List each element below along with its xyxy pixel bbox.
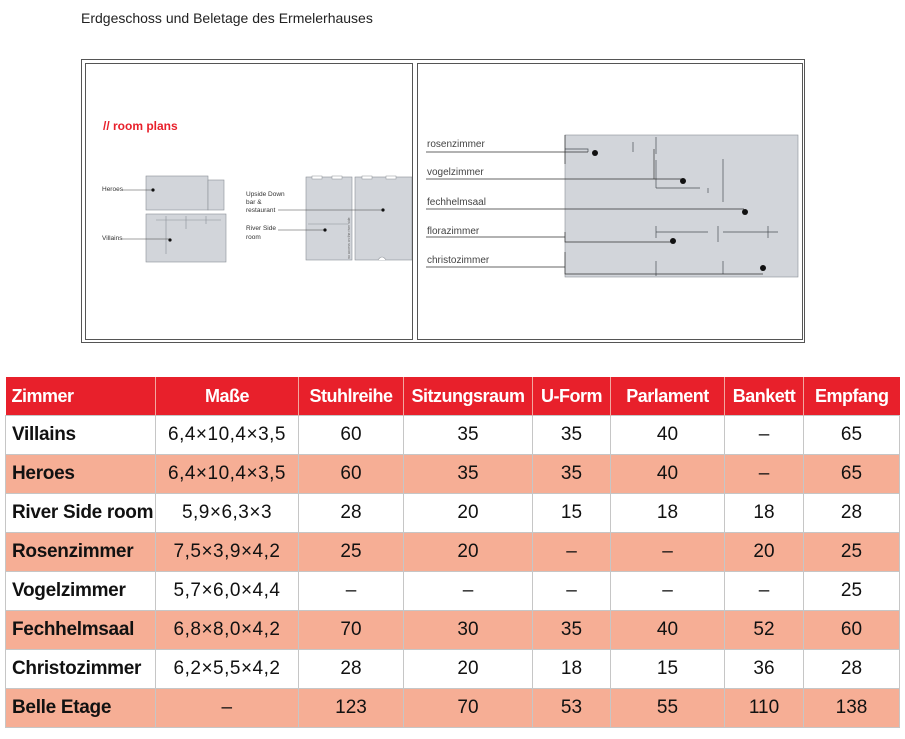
rosenzimmer-marker: [592, 150, 598, 156]
dimensions-cell: 5,9×6,3×3: [156, 494, 299, 533]
capacity-cell: 35: [404, 416, 533, 455]
room-name-cell: Fechhelmsaal: [6, 611, 156, 650]
room-name-cell: Heroes: [6, 455, 156, 494]
capacity-cell: –: [533, 533, 611, 572]
room-name-cell: Belle Etage: [6, 689, 156, 728]
heroes-marker: [151, 188, 154, 191]
capacity-cell: 60: [804, 611, 900, 650]
col-header-zimmer: Zimmer: [6, 377, 156, 416]
room-name-cell: Villains: [6, 416, 156, 455]
ground-floor-plan-drawing: [86, 64, 412, 339]
capacity-cell: 60: [299, 416, 404, 455]
capacity-cell: 30: [404, 611, 533, 650]
capacity-cell: –: [533, 572, 611, 611]
upside-down-marker: [381, 208, 384, 211]
room-name-cell: Christozimmer: [6, 650, 156, 689]
capacity-cell: 65: [804, 455, 900, 494]
capacity-cell: 40: [611, 455, 725, 494]
floor-plan-figure: [81, 59, 805, 343]
capacity-cell: –: [725, 455, 804, 494]
col-header-empfang: Empfang: [804, 377, 900, 416]
capacity-cell: 55: [611, 689, 725, 728]
capacity-cell: 52: [725, 611, 804, 650]
table-row: [6, 689, 900, 728]
capacity-cell: 20: [404, 533, 533, 572]
villains-label: Villains: [102, 235, 123, 242]
rosenzimmer-label: rosenzimmer: [427, 139, 485, 150]
capacity-cell: 20: [404, 494, 533, 533]
capacity-cell: 40: [611, 416, 725, 455]
capacity-cell: –: [611, 533, 725, 572]
room-plans-title: // room plans: [103, 119, 178, 133]
room-name-cell: Vogelzimmer: [6, 572, 156, 611]
table-row: [6, 416, 900, 455]
col-header-bankett: Bankett: [725, 377, 804, 416]
capacity-cell: 110: [725, 689, 804, 728]
capacity-cell: 25: [804, 533, 900, 572]
capacity-cell: –: [611, 572, 725, 611]
col-header-sitzungsraum: Sitzungsraum: [404, 377, 533, 416]
table-row: [6, 572, 900, 611]
capacity-cell: 138: [804, 689, 900, 728]
christozimmer-label: christozimmer: [427, 255, 490, 266]
capacity-cell: 20: [404, 650, 533, 689]
capacity-cell: 25: [299, 533, 404, 572]
capacity-cell: 18: [725, 494, 804, 533]
capacity-cell: 28: [299, 494, 404, 533]
beletage-plan-panel: [417, 63, 803, 340]
beletage-floor: [565, 135, 798, 277]
col-header-parlament: Parlament: [611, 377, 725, 416]
beletage-plan-drawing: [418, 64, 802, 339]
dimensions-cell: 6,4×10,4×3,5: [156, 416, 299, 455]
capacity-cell: 60: [299, 455, 404, 494]
capacity-cell: 53: [533, 689, 611, 728]
capacity-cell: –: [725, 572, 804, 611]
capacity-cell: –: [299, 572, 404, 611]
florazimmer-marker: [670, 238, 676, 244]
capacity-cell: –: [404, 572, 533, 611]
capacity-cell: 35: [404, 455, 533, 494]
room-name-cell: River Side room: [6, 494, 156, 533]
heroes-label: Heroes: [102, 186, 123, 193]
fechhelmsaal-label: fechhelmsaal: [427, 197, 486, 208]
vogelzimmer-label: vogelzimmer: [427, 167, 484, 178]
river-side-plan: [306, 176, 412, 260]
capacity-cell: 28: [804, 650, 900, 689]
capacity-cell: 18: [611, 494, 725, 533]
capacity-cell: 35: [533, 611, 611, 650]
table-row: [6, 611, 900, 650]
col-header-stuhlreihe: Stuhlreihe: [299, 377, 404, 416]
table-header-row: [6, 377, 900, 416]
dimensions-cell: –: [156, 689, 299, 728]
room-capacity-table: [5, 377, 900, 728]
capacity-cell: 35: [533, 416, 611, 455]
river-side-label: River Side room: [246, 225, 276, 241]
villains-marker: [168, 238, 171, 241]
florazimmer-label: florazimmer: [427, 226, 480, 237]
capacity-cell: 123: [299, 689, 404, 728]
capacity-cell: 35: [533, 455, 611, 494]
capacity-cell: 15: [533, 494, 611, 533]
capacity-cell: 28: [299, 650, 404, 689]
dimensions-cell: 7,5×3,9×4,2: [156, 533, 299, 572]
col-header-masse: Maße: [156, 377, 299, 416]
capacity-cell: –: [725, 416, 804, 455]
capacity-cell: 15: [611, 650, 725, 689]
capacity-cell: 70: [404, 689, 533, 728]
capacity-cell: 36: [725, 650, 804, 689]
table-row: [6, 455, 900, 494]
dimensions-cell: 6,8×8,0×4,2: [156, 611, 299, 650]
capacity-cell: 70: [299, 611, 404, 650]
capacity-cell: 28: [804, 494, 900, 533]
capacity-cell: 40: [611, 611, 725, 650]
christozimmer-marker: [760, 265, 766, 271]
capacity-cell: 18: [533, 650, 611, 689]
dimensions-cell: 6,2×5,5×4,2: [156, 650, 299, 689]
col-header-u-form: U-Form: [533, 377, 611, 416]
page-caption: Erdgeschoss und Beletage des Ermelerhauses: [81, 10, 373, 26]
capacity-cell: 65: [804, 416, 900, 455]
table-row: [6, 494, 900, 533]
river-side-vertical-note: no access on the river side: [347, 217, 351, 259]
fechhelmsaal-marker: [742, 209, 748, 215]
capacity-cell: 25: [804, 572, 900, 611]
room-name-cell: Rosenzimmer: [6, 533, 156, 572]
dimensions-cell: 5,7×6,0×4,4: [156, 572, 299, 611]
heroes-villains-plan: [146, 176, 226, 262]
ground-floor-plan-panel: [85, 63, 413, 340]
table-row: [6, 650, 900, 689]
river-side-marker: [323, 228, 326, 231]
upside-down-label: Upside Down bar & restaurant: [246, 191, 285, 214]
vogelzimmer-marker: [680, 178, 686, 184]
dimensions-cell: 6,4×10,4×3,5: [156, 455, 299, 494]
capacity-cell: 20: [725, 533, 804, 572]
table-row: [6, 533, 900, 572]
